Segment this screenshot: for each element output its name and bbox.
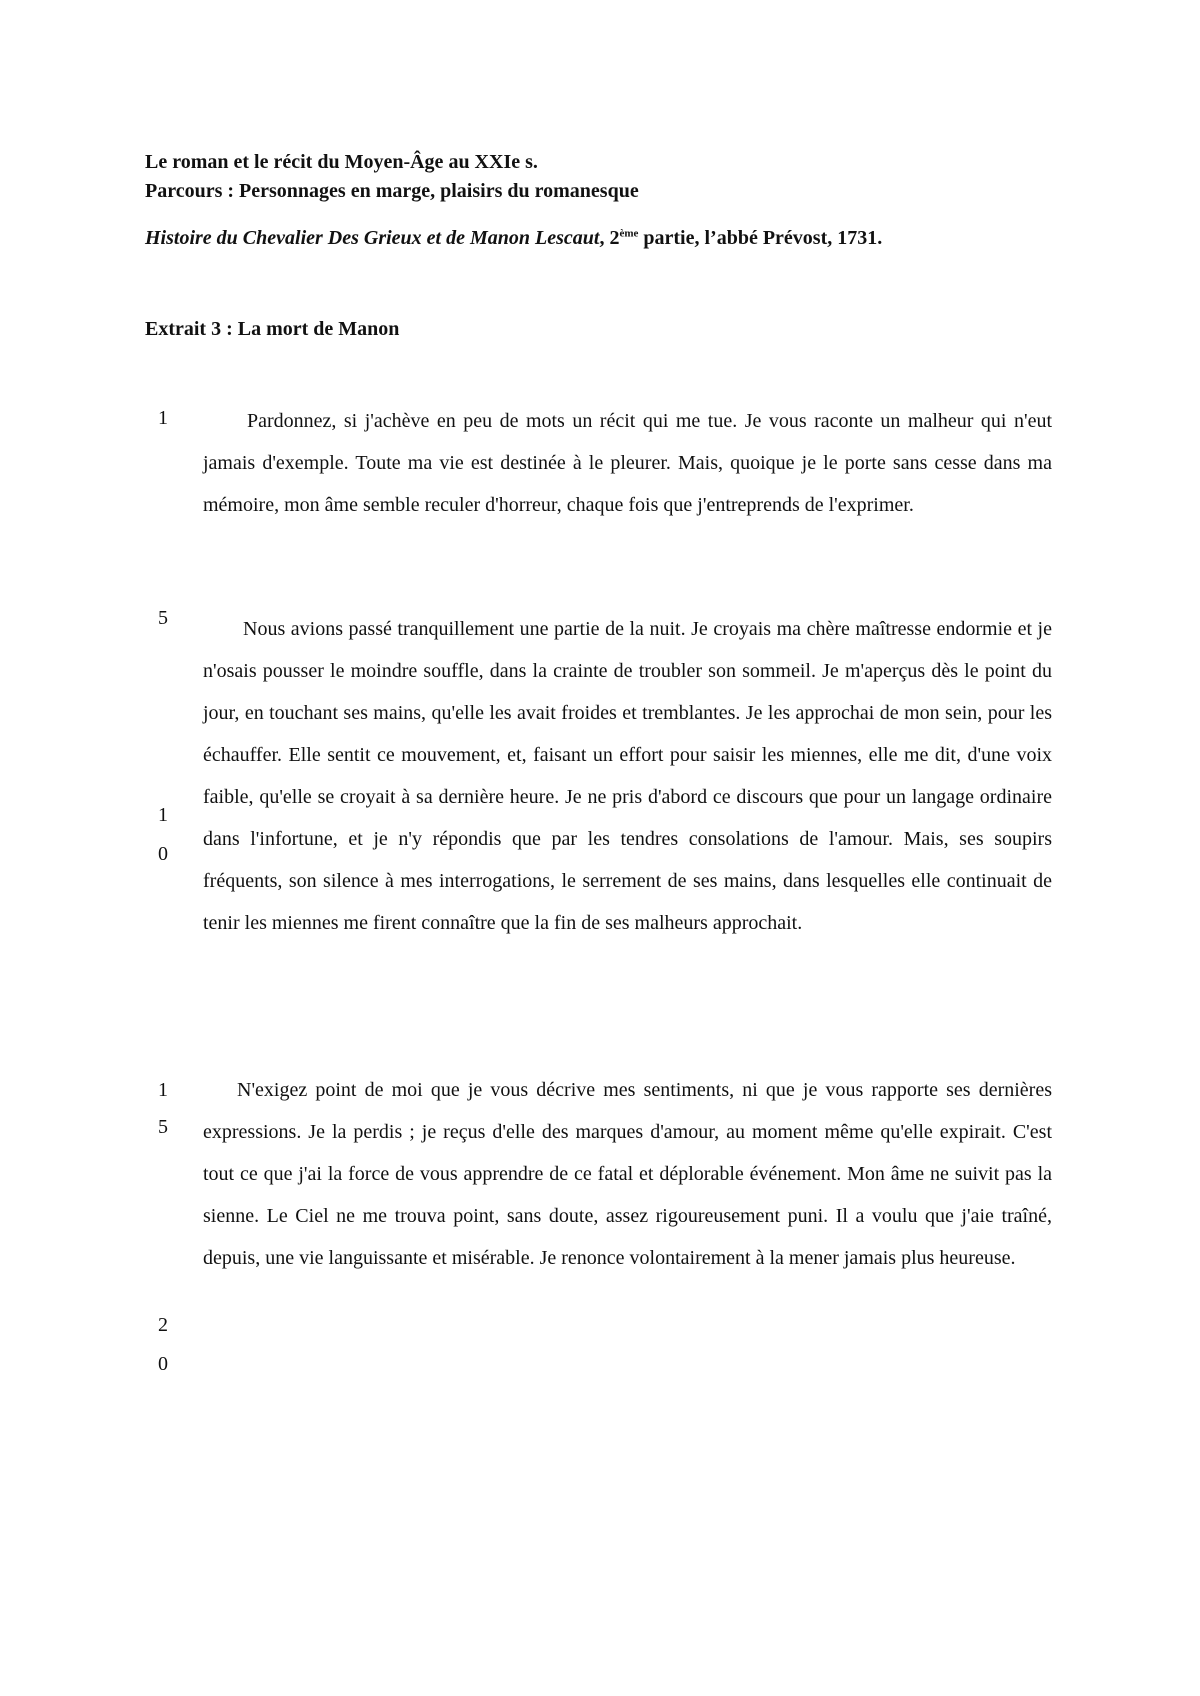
extract-title: Extrait 3 : La mort de Manon	[145, 318, 400, 340]
work-reference	[145, 228, 882, 248]
work-part-suffix: ème	[619, 227, 639, 240]
work-author-date: partie, l’abbé Prévost, 1731.	[638, 227, 883, 249]
line-number: 1	[158, 804, 168, 826]
work-title: Histoire du Chevalier Des Grieux et de Manon Lescaut	[145, 227, 600, 249]
line-number: 1	[158, 1079, 168, 1101]
work-part-number: , 2	[599, 227, 620, 249]
line-number: 5	[158, 1116, 168, 1138]
line-number: 1	[158, 407, 168, 429]
line-number: 5	[158, 607, 168, 629]
line-number: 2	[158, 1314, 168, 1336]
line-number: 0	[158, 843, 168, 865]
paragraph-2: Nous avions passé tranquillement une partie de la nuit. Je croyais ma chère maîtresse endormie et je n'osais pousser le moindre souffle, dans la crainte de troubler son sommeil. Je m'aperçus dès le point du jour, en touchant ses mains, qu'elle les avait froides et tremblantes. Je les approchai de mon sein, pour les échauffer. Elle sentit ce mouvement, et, faisant un effort pour saisir les miennes, elle me dit, d'une voix faible, qu'elle se croyait à sa dernière heure. Je ne pris d'abord ce discours que pour un langage ordinaire dans l'infortune, et je n'y répondis que par les tendres consolations de l'amour. Mais, ses soupirs fréquents, son silence à mes interrogations, le serrement de ses mains, dans lesquelles elle continuait de tenir les miennes me firent connaître que la fin de ses malheurs approchait.	[203, 618, 1052, 934]
line-number: 0	[158, 1353, 168, 1375]
course-title: Le roman et le récit du Moyen-Âge au XXIe s.	[145, 151, 538, 173]
parcours-title: Parcours : Personnages en marge, plaisirs du romanesque	[145, 180, 639, 202]
paragraph-3: N'exigez point de moi que je vous décrive mes sentiments, ni que je vous rapporte ses dernières expressions. Je la perdis ; je reçus d'elle des marques d'amour, au moment même qu'elle expirait. C'est tout ce que j'ai la force de vous apprendre de ce fatal et déplorable événement. Mon âme ne suivit pas la sienne. Le Ciel ne me trouva point, sans doute, assez rigoureusement puni. Il a voulu que j'aie traîné, depuis, une vie languissante et misérable. Je renonce volontairement à la mener jamais plus heureuse.	[203, 1079, 1052, 1269]
paragraph-1: Pardonnez, si j'achève en peu de mots un récit qui me tue. Je vous raconte un malheur qui n'eut jamais d'exemple. Toute ma vie est destinée à le pleurer. Mais, quoique je le porte sans cesse dans ma mémoire, mon âme semble reculer d'horreur, chaque fois que j'entreprends de l'exprimer.	[203, 410, 1052, 516]
